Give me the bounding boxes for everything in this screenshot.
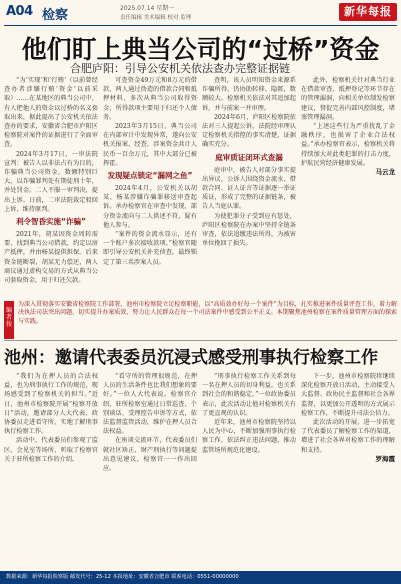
paragraph: 2024年6月，庐阳区检察院依法对三人提起公诉，法院经审理认定检察机关指控的事实清楚，证据确实充分。 — [202, 113, 296, 149]
second-column-4 — [301, 372, 395, 568]
second-headline: 池州：邀请代表委员沉浸式感受刑事执行检察工作 — [4, 348, 378, 368]
page-number: A04 — [6, 4, 33, 19]
paragraph: 此外，检察机关针对典当行业在借款审查、抵押登记等环节存在的管理漏洞，向相关单位制发检察建议，督促完善内部风控制度，堵塞管理漏洞。 — [301, 77, 395, 121]
paragraph: 活动中，代表委员们参观了监区、会见室等场所，听取了检察官关于驻所检察工作的介绍。 — [4, 437, 98, 463]
section-heading: 发现疑点锁定“漏网之鱼” — [107, 171, 193, 181]
paragraph: “为‘实现’和‘行贿’（以前曾经查办者涉嫌行贿‘资金’以前采取）……在某地区的典当公司中，有人把他人的资金以过桥的名义套取出来，据此提出了公安机关依法查办的要求，安徽省合肥市庐阳区检察院对案件的证据进行了全面审查。 — [4, 77, 98, 149]
paragraph: “上述这些行为严重扰乱了金融秩序，也损害了企业合法权益。”承办检察官表示，检察机关将持续加大对此类犯罪的打击力度，护航民营经济健康发展。 — [301, 123, 395, 167]
byline: 马云龙 — [375, 168, 395, 177]
section-heading: 利令智昏实施“诈骗” — [16, 217, 86, 227]
paragraph: 查明，该人员明知资金来源系诈骗所得，仍协助转移、隐匿，数额较大。检察机关依法对其追加起诉，并与前案一并审理。 — [202, 77, 296, 112]
paragraph: “我们为在押人员的合法权益，也为刑事执行工作的规范，现场感受到了检察机关的担当。”近日，池州市检察院开展“检察开放日”活动，邀请部分人大代表、政协委员走进看守所，实地了解刑事执行检察工作。 — [4, 373, 98, 436]
lead-headline: 他们盯上典当公司的“过桥”资金 — [21, 35, 380, 64]
editor-credits: 责任编辑 美术编辑 校对 监理 — [120, 15, 192, 21]
paragraph: 下一步，池州市检察院将继续深化检察开放日活动，主动接受人大监督、政协民主监督和社会各界监督，以更加公开透明的方式展示检察工作，不断提升司法公信力。 — [301, 373, 395, 417]
paragraph: 此次活动的开展，进一步拓宽了代表委员了解检察工作的渠道，增进了社会各界对检察工作的理解和支持。 — [301, 419, 395, 454]
paragraph: 在座谈交流环节，代表委员们就社区矫正、财产刑执行等问题提出意见建议，检察官一一作出回应。 — [103, 437, 197, 473]
lead-article-body — [4, 76, 398, 298]
editors-note — [4, 301, 397, 339]
lead-column-1 — [4, 76, 98, 298]
masthead-rule — [4, 25, 397, 26]
lead-column-4 — [301, 76, 395, 298]
paragraph: 2024年4月，公安机关以胡某、杨某涉嫌诈骗罪移送审查起诉。承办检察官在审查中发现，部分资金流向与二人供述不符，疑有他人参与。 — [103, 185, 197, 229]
second-column-1 — [4, 372, 98, 568]
lead-column-3 — [202, 76, 296, 298]
paragraph: 可查资金49万元和8万元的借款，两人通过伪造的借款合同和抵押材料，多次从典当公司取得资金，所得款项主要用于归还个人债务。 — [103, 77, 197, 121]
editors-note-tag: 编者按 — [4, 301, 14, 339]
masthead — [0, 0, 401, 30]
paragraph: 近年来，池州市检察院坚持以人民为中心，不断加强刑事执行检察工作，依法纠正违法问题，推动监管场所规范化建设。 — [202, 419, 296, 454]
footer-bar: 数据来源：新华每报检察版 邮发代号：25-12 本报地址：安徽省合肥市 联系电话：0551-00000000 — [0, 571, 401, 584]
second-article-body — [4, 372, 398, 568]
paragraph: 庭审中，被告人对部分事实提出异议，公诉人围绕资金流水、借款合同、证人证言等证据逐一举证质证，形成了完整的证据链条，被告人当庭认罪。 — [202, 166, 296, 211]
paragraph: 2021年，胡某因资金周转需要，找到典当公司借款，约定以房产抵押，并由杨某提供担保。后来资金链断裂，胡某无力偿还，两人商议通过虚构交易的方式从典当公司套取资金，用于归还欠款。 — [4, 231, 98, 285]
lead-subhead: 合肥庐阳：引导公安机关依法查办完整证据链 — [70, 62, 290, 75]
second-column-3 — [202, 372, 296, 568]
paragraph: “案件的资金流水显示，还有一个账户多次接收款项。”检察官随即引导公安机关补充侦查，最终锁定了第三名涉案人员。 — [103, 231, 197, 266]
lead-column-2 — [103, 76, 197, 298]
paragraph: “看守所的管理很规范，在押人员的生活条件也比我们想象的要好。”一位人大代表说。检察官介绍，驻所检察室通过日常巡查、个别谈话、受理控告申诉等方式，依法监督监管活动，维护在押人员合法权益。 — [103, 373, 197, 436]
issue-date: 2025.07.14 星期一 — [120, 5, 175, 12]
editors-note-text: 为深入贯彻落实安徽省检察院工作部署，池州市检察院立足检察职能，以“高质效办好每一个案件”为目标，扎实推进案件质量评查工作，着力解决执法司法突出问题，切实提升办案质效，努力让人民群众在每一个司法案件中感受到公平正义。本期聚焦池州检察在案件质量管理方面的探索与实践。 — [18, 301, 397, 325]
paragraph: “刑事执行检察工作关系到每一名在押人员的切身利益，也关系到社会的和谐稳定。”一位政协委员表示，此次活动让他对检察机关有了更直观的认识。 — [202, 373, 296, 417]
paragraph: 2024年3月17日，一审法院宣判：被告人以非法占有为目的，诈骗典当公司资金，数额特别巨大，以诈骗罪判处有期徒刑十年，并处罚金。二人不服一审判决，提出上诉。日前，二审法院裁定驳回上诉，维持原判。 — [4, 150, 98, 213]
byline: 罗海霞 — [375, 454, 395, 463]
second-column-2 — [103, 372, 197, 568]
section-name: 检察 — [42, 8, 69, 23]
divider — [4, 340, 397, 341]
paragraph: 2023年3月15日，典当公司在内部审计中发现异常，遂向公安机关报案。经查，涉案资金共计人民币一百余万元，其中大部分已被挥霍。 — [103, 123, 197, 167]
newspaper-logo: 新华每报 — [339, 3, 397, 21]
paragraph: 为使犯罪分子受到应有惩处，庐阳区检察院在办案中坚持全链条审查，依法追缴违法所得，为被害单位挽回了损失。 — [202, 212, 296, 248]
section-heading: 庭审质证闭环式查漏 — [215, 152, 283, 162]
